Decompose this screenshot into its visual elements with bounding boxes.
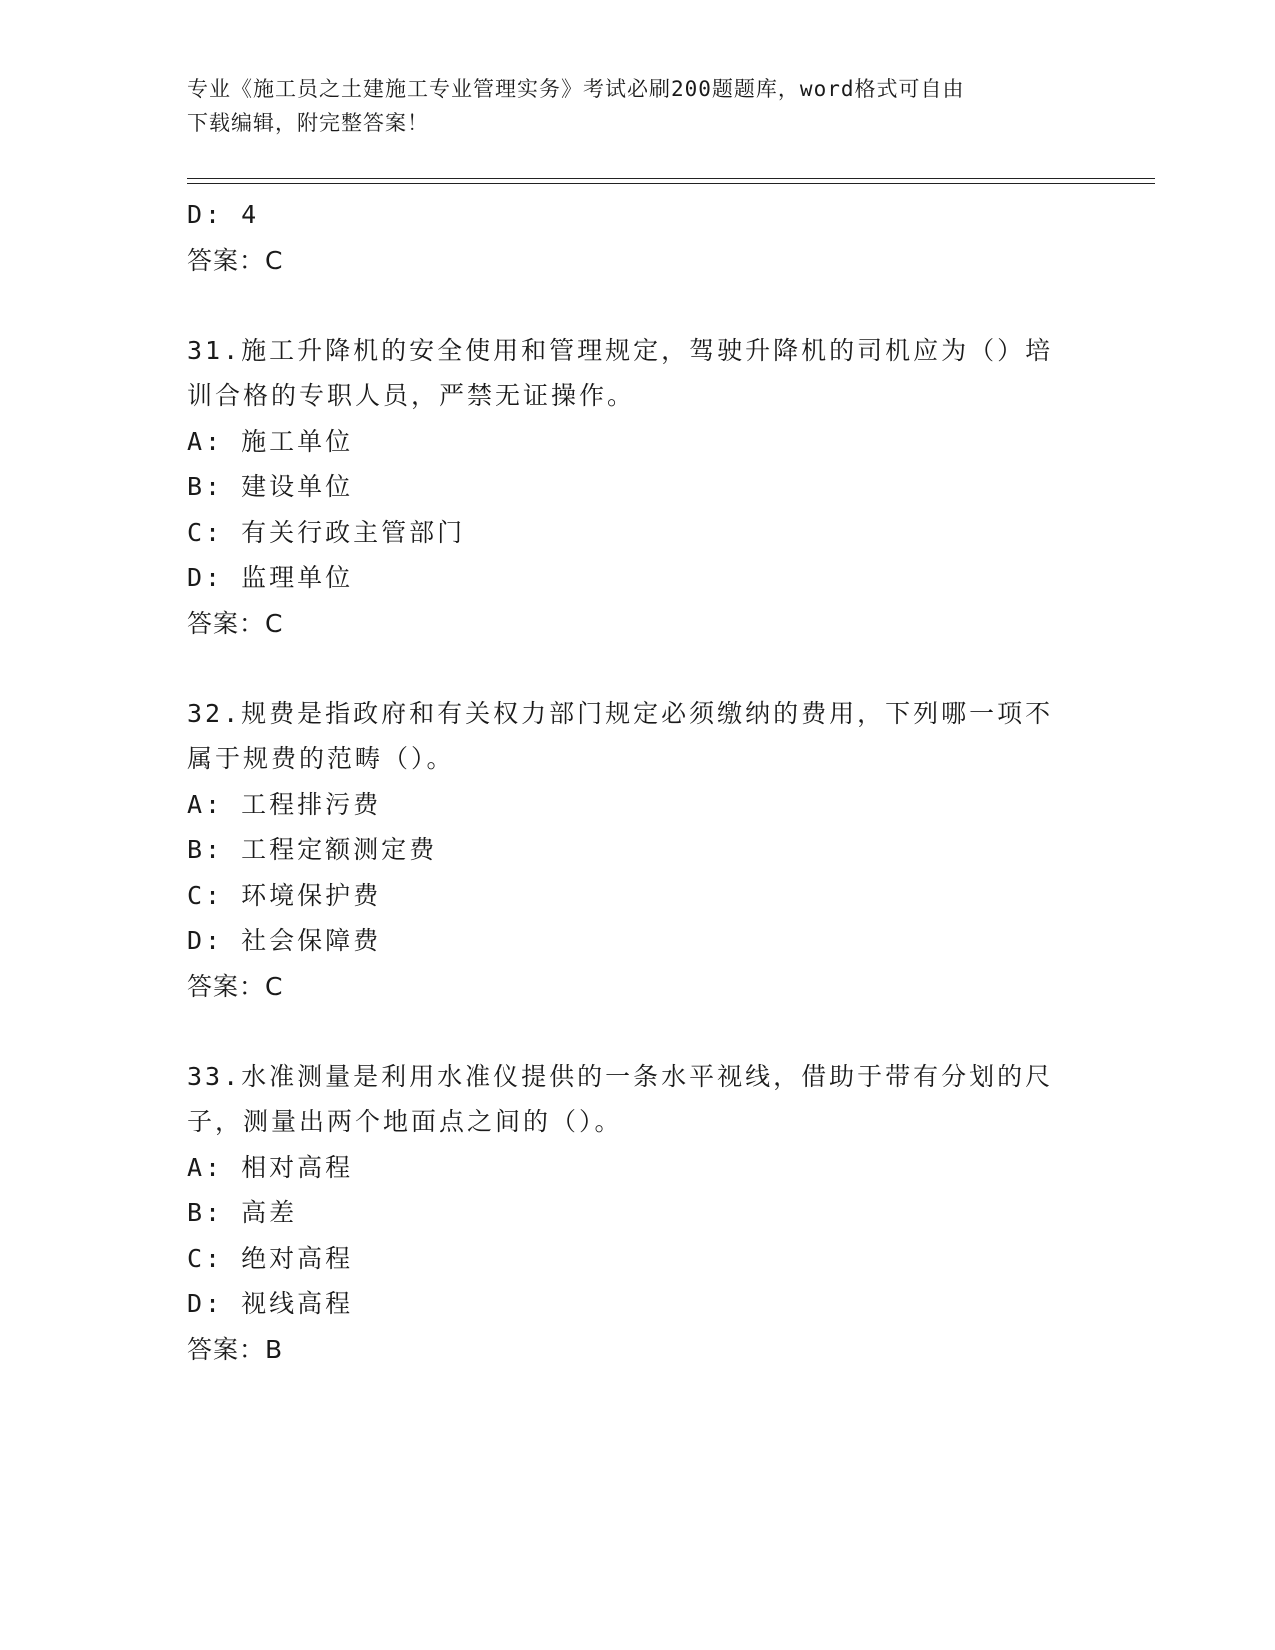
option-b: B: 建设单位: [187, 472, 354, 501]
document-header: [187, 72, 1067, 140]
answer-line: 答案：C: [187, 971, 284, 1001]
answer-line: 答案：B: [187, 1334, 284, 1364]
option-c: C: 环境保护费: [187, 880, 382, 910]
question-text-line-1: 31.施工升降机的安全使用和管理规定，驾驶升降机的司机应为（）培: [187, 335, 1054, 365]
option-c: C: 有关行政主管部门: [187, 517, 466, 547]
option-c: C: 绝对高程: [187, 1243, 354, 1273]
question-33: [187, 1054, 1087, 1373]
question-text-line-2: 训合格的专职人员，严禁无证操作。: [187, 381, 636, 410]
option-a: A: 工程排污费: [187, 789, 382, 819]
header-divider-bottom: [187, 183, 1155, 184]
question-32: [187, 691, 1087, 1010]
question-content: [187, 192, 1087, 1373]
option-d: D: 视线高程: [187, 1289, 354, 1318]
option-b: B: 工程定额测定费: [187, 835, 438, 864]
header-divider-top: [187, 178, 1155, 179]
question-text-line-2: 属于规费的范畴（）。: [187, 744, 455, 773]
header-line-1: 专业《施工员之土建施工专业管理实务》考试必刷200题题库，word格式可自由: [187, 77, 965, 101]
answer-line: 答案：C: [187, 608, 284, 638]
question-text-line-2: 子，测量出两个地面点之间的（）。: [187, 1107, 623, 1136]
option-d: D: 4: [187, 200, 260, 229]
header-line-2: 下载编辑，附完整答案！: [187, 111, 429, 135]
previous-question-tail: [187, 192, 1087, 284]
option-b: B: 高差: [187, 1198, 298, 1227]
answer-line: 答案：C: [187, 245, 284, 275]
question-text-line-1: 32.规费是指政府和有关权力部门规定必须缴纳的费用，下列哪一项不: [187, 698, 1054, 728]
option-a: A: 施工单位: [187, 426, 354, 456]
option-a: A: 相对高程: [187, 1152, 354, 1182]
option-d: D: 监理单位: [187, 563, 354, 592]
option-d: D: 社会保障费: [187, 926, 382, 955]
question-31: [187, 328, 1087, 647]
question-text-line-1: 33.水准测量是利用水准仪提供的一条水平视线，借助于带有分划的尺: [187, 1061, 1054, 1091]
